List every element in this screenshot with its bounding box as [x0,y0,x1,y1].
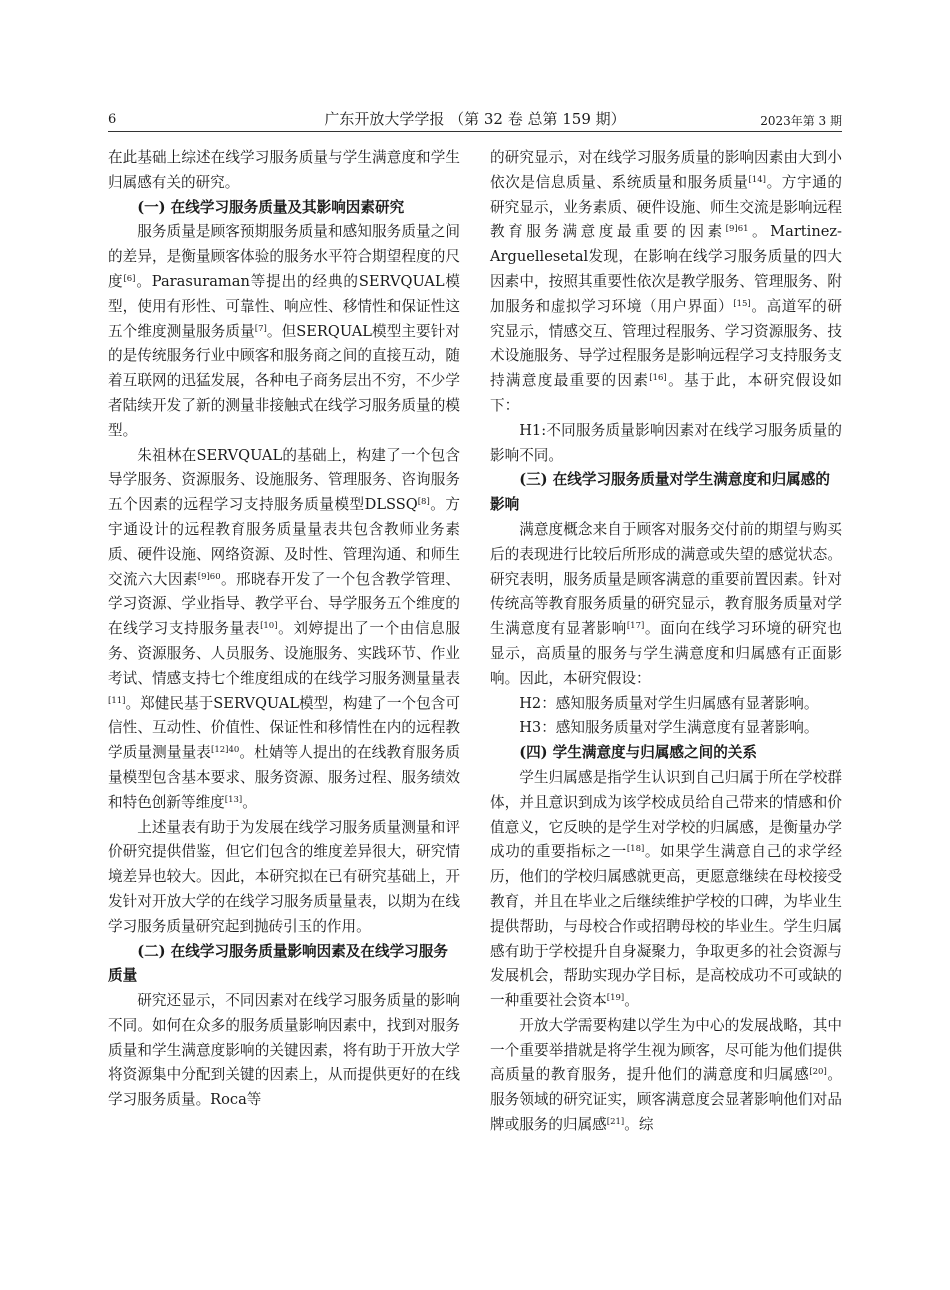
paragraph: 在此基础上综述在线学习服务质量与学生满意度和学生归属感有关的研究。 [108,149,460,191]
paragraph: 满意度概念来自于顾客对服务交付前的期望与购买后的表现进行比较后所形成的满意或失望的感觉状态。研究表明，服务质量是顾客满意的重要前置因素。针对传统高等教育服务质量的研究显示，教育服务质量对学生满意度有显著影响[17]。面向在线学习环境的研究也显示，高质量的服务与学生满意度和归属感有正面影响。因此，本研究假设： [490,520,842,687]
paragraph: 朱祖林在SERVQUAL的基础上，构建了一个包含导学服务、资源服务、设施服务、管理服务、咨询服务五个因素的远程学习支持服务质量模型DLSSQ[8]。方宇通设计的远程教育服务质量量表共包含教师业务素质、硬件设施、网络资源、及时性、管理沟通、和师生交流六大因素$^{[9]60}$。邢晓春开发了一个包含教学管理、学习资源、学业指导、教学平台、导学服务五个维度的在线学习支持服务量表[10]。刘婷提出了一个由信息服务、资源服务、人员服务、设施服务、实践环节、作业考试、情感支持七个维度组成的在线学习服务测量量表[11]。郑健民基于SERVQUAL模型，构建了一个包含可信性、互动性、价值性、保证性和移情性在内的远程教学质量测量量表$^{[12]40}$。杜婧等人提出的在线教育服务质量模型包含基本要求、服务资源、服务过程、服务绩效和特色创新等维度[13]。 [108,446,460,811]
section-heading-4: (四) 学生满意度与归属感之间的关系 [519,744,757,762]
citation: [9]60 [197,571,221,582]
citation: [15] [733,298,751,309]
hypothesis-h3: H3：感知服务质量对学生满意度有显著影响。 [519,719,819,737]
citation: [10] [260,621,278,632]
header-rule [108,131,842,132]
paragraph: 学生归属感是指学生认识到自己归属于所在学校群体，并且意识到成为该学校成员给自己带来的情感和价值意义，它反映的是学生对学校的归属感，是衡量办学成功的重要指标之一[18]。如果学生满意自己的求学经历，他们的学校归属感就更高，更愿意继续在母校接受教育，并且在毕业之后继续维护学校的口碑，为毕业生提供帮助，与母校合作或招聘母校的毕业生。学生归属感有助于学校提升自身凝聚力，争取更多的社会资源与发展机会，帮助实现办学目标，是高校成功不可或缺的一种重要社会资本[19]。 [490,768,842,1010]
citation: [18] [626,844,645,855]
citation: [12]40 [211,745,240,756]
citation: [8] [417,497,430,508]
paragraph: 研究还显示，不同因素对在线学习服务质量的影响不同。如何在众多的服务质量影响因素中，找到对服务质量和学生满意度影响的关键因素，将有助于开放大学将资源集中分配到关键的因素上，从而提供更好的在线学习服务质量。Roca等 [108,992,460,1109]
paragraph: 上述量表有助于为发展在线学习服务质量测量和评价研究提供借鉴，但它们包含的维度差异很大，研究情境差异也较大。因此，本研究拟在已有研究基础上，开发针对开放大学的在线学习服务质量量表，以期为在线学习服务质量研究起到抛砖引玉的作用。 [108,818,460,935]
journal-title: 广东开放大学学报 （第 32 卷 总第 159 期） [324,110,626,128]
citation: [20] [809,1067,827,1078]
section-heading-3: (三) 在线学习服务质量对学生满意度和归属感的影响 [490,471,830,514]
section-heading-1: (一) 在线学习服务质量及其影响因素研究 [137,198,405,216]
citation: [6] [123,273,136,284]
hypothesis-h1: H1:不同服务质量影响因素对在线学习服务质量的影响不同。 [490,421,842,464]
citation: [21] [606,1117,625,1128]
paragraph: 的研究显示，对在线学习服务质量的影响因素由大到小依次是信息质量、系统质量和服务质量[14]。方宇通的研究显示，业务素质、硬件设施、师生交流是影响远程教育服务满意度最重要的因素$^{[9]61}$。Martinez-Arguellesetal发现，在影响在线学习服务质量的四大因素中，按照其重要性依次是教学服务、管理服务、附加服务和虚拟学习环境（用户界面）[15]。高道军的研究显示，情感交互、管理过程服务、学习资源服务、技术设施服务、导学过程服务是影响远程学习支持服务支持满意度最重要的因素[16]。基于此，本研究假设如下： [490,149,842,414]
citation: [7] [254,323,267,334]
paragraph: 开放大学需要构建以学生为中心的发展战略，其中一个重要举措就是将学生视为顾客，尽可能为他们提供高质量的教育服务，提升他们的满意度和归属感[20]。服务领域的研究证实，顾客满意度会显著影响他们对品牌或服务的归属感[21]。综 [490,1016,842,1134]
citation: [13] [224,794,243,805]
page-header [108,108,842,132]
left-column [108,146,460,1113]
hypothesis-h2: H2：感知服务质量对学生归属感有显著影响。 [519,694,819,712]
citation: [19] [606,993,625,1004]
citation: [9]61 [725,224,749,235]
issue-label: 2023年第 3 期 [760,114,842,128]
citation: [11] [108,695,126,706]
paragraph: 服务质量是顾客预期服务质量和感知服务质量之间的差异，是衡量顾客体验的服务水平符合期望程度的尺度[6]。Parasuraman等提出的经典的SERVQUAL模型，使用有形性、可靠性、响应性、移情性和保证性这五个维度测量服务质量[7]。但SERQUAL模型主要针对的是传统服务行业中顾客和服务商之间的直接互动，随着互联网的迅猛发展，各种电子商务层出不穷，不少学者陆续开发了新的测量非接触式在线学习服务质量的模型。 [108,223,460,439]
citation: [14] [748,174,766,185]
page-number: 6 [108,112,117,127]
citation: [17] [626,621,645,632]
section-heading-2: (二) 在线学习服务质量影响因素及在线学习服务质量 [108,942,448,985]
right-column [490,146,842,1138]
citation: [16] [649,373,667,384]
